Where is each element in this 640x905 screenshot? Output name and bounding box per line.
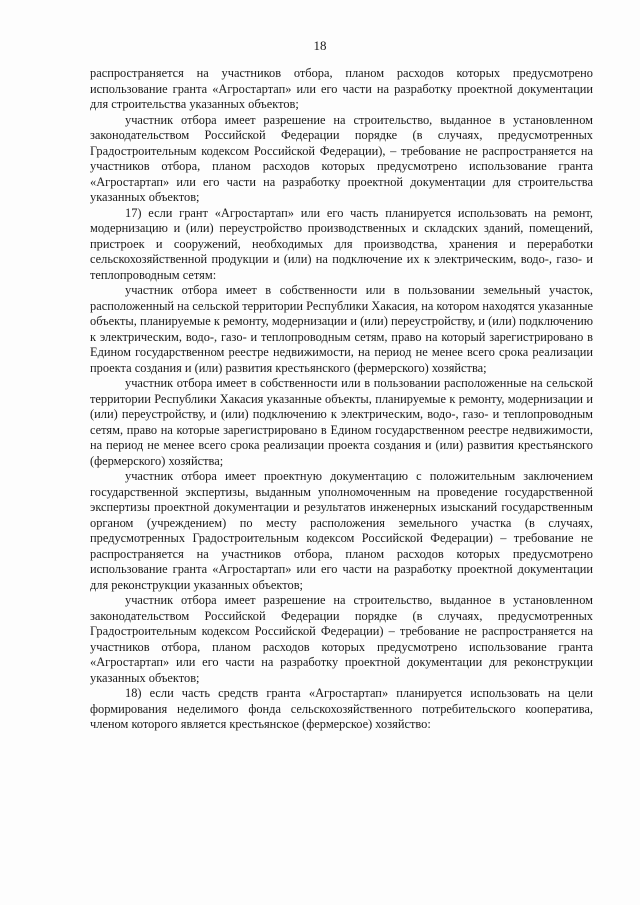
page-number: 18	[313, 38, 327, 53]
paragraph: 18) если часть средств гранта «Агростартап» планируется использовать на цели формирования неделимого фонда сельскохозяйственного потребительского кооператива, членом которого является крестьянское (фермерское) хозяйство:	[90, 686, 593, 731]
document-body	[90, 66, 593, 733]
paragraph: распространяется на участников отбора, планом расходов которых предусмотрено использование гранта «Агростартап» или его части на разработку проектной документации для строительства указанных объектов;	[90, 66, 593, 111]
paragraph: 17) если грант «Агростартап» или его часть планируется использовать на ремонт, модернизацию и (или) переустройство производственных и складских зданий, помещений, пристроек и сооружений, необходимых для производства, хранения и переработки сельскохозяйственной продукции и (или) на подключение их к электрическим, водо-, газо- и теплопроводным сетям:	[90, 205, 593, 282]
paragraph: участник отбора имеет разрешение на строительство, выданное в установленном законодательством Российской Федерации порядке (в случаях, предусмотренных Градостроительным кодексом Российской Федерации) – требование не распространяется на участников отбора, планом расходов которых предусмотрено использование гранта «Агростартап» или его части на разработку проектной документации для реконструкции указанных объектов;	[90, 593, 593, 685]
paragraph: участник отбора имеет проектную документацию с положительным заключением государственной экспертизы, выданным уполномоченным на проведение государственной экспертизы проектной документации и результатов инженерных изысканий государственным органом (учреждением) по месту расположения земельного участка (в случаях, предусмотренных Градостроительным кодексом Российской Федерации) – требование не распространяется на участников отбора, планом расходов которых предусмотрено использование гранта «Агростартап» или его части на разработку проектной документации для реконструкции указанных объектов;	[90, 469, 593, 592]
paragraph: участник отбора имеет в собственности или в пользовании земельный участок, расположенный на сельской территории Республики Хакасия, на котором находятся указанные объекты, планируемые к ремонту, модернизации и (или) переустройству, и (или) подключению к электрическим, водо-, газо- и теплопроводным сетям, право на который зарегистрировано в Едином государственном реестре недвижимости, на период не менее всего срока реализации проекта создания и (или) развития крестьянского (фермерского) хозяйства;	[90, 283, 593, 375]
paragraph: участник отбора имеет разрешение на строительство, выданное в установленном законодательством Российской Федерации порядке (в случаях, предусмотренных Градостроительным кодексом Российской Федерации), – требование не распространяется на участников отбора, планом расходов которых предусмотрено использование гранта «Агростартап» или его части на разработку проектной документации для строительства указанных объектов;	[90, 112, 593, 204]
paragraph: участник отбора имеет в собственности или в пользовании расположенные на сельской территории Республики Хакасия указанные объекты, планируемые к ремонту, модернизации и (или) переустройству, и (или) подключению к электрическим, водо-, газо- и теплопроводным сетям, право на которые зарегистрировано в Едином государственном реестре недвижимости, на период не менее всего срока реализации проекта создания и (или) развития крестьянского (фермерского) хозяйства;	[90, 376, 593, 468]
